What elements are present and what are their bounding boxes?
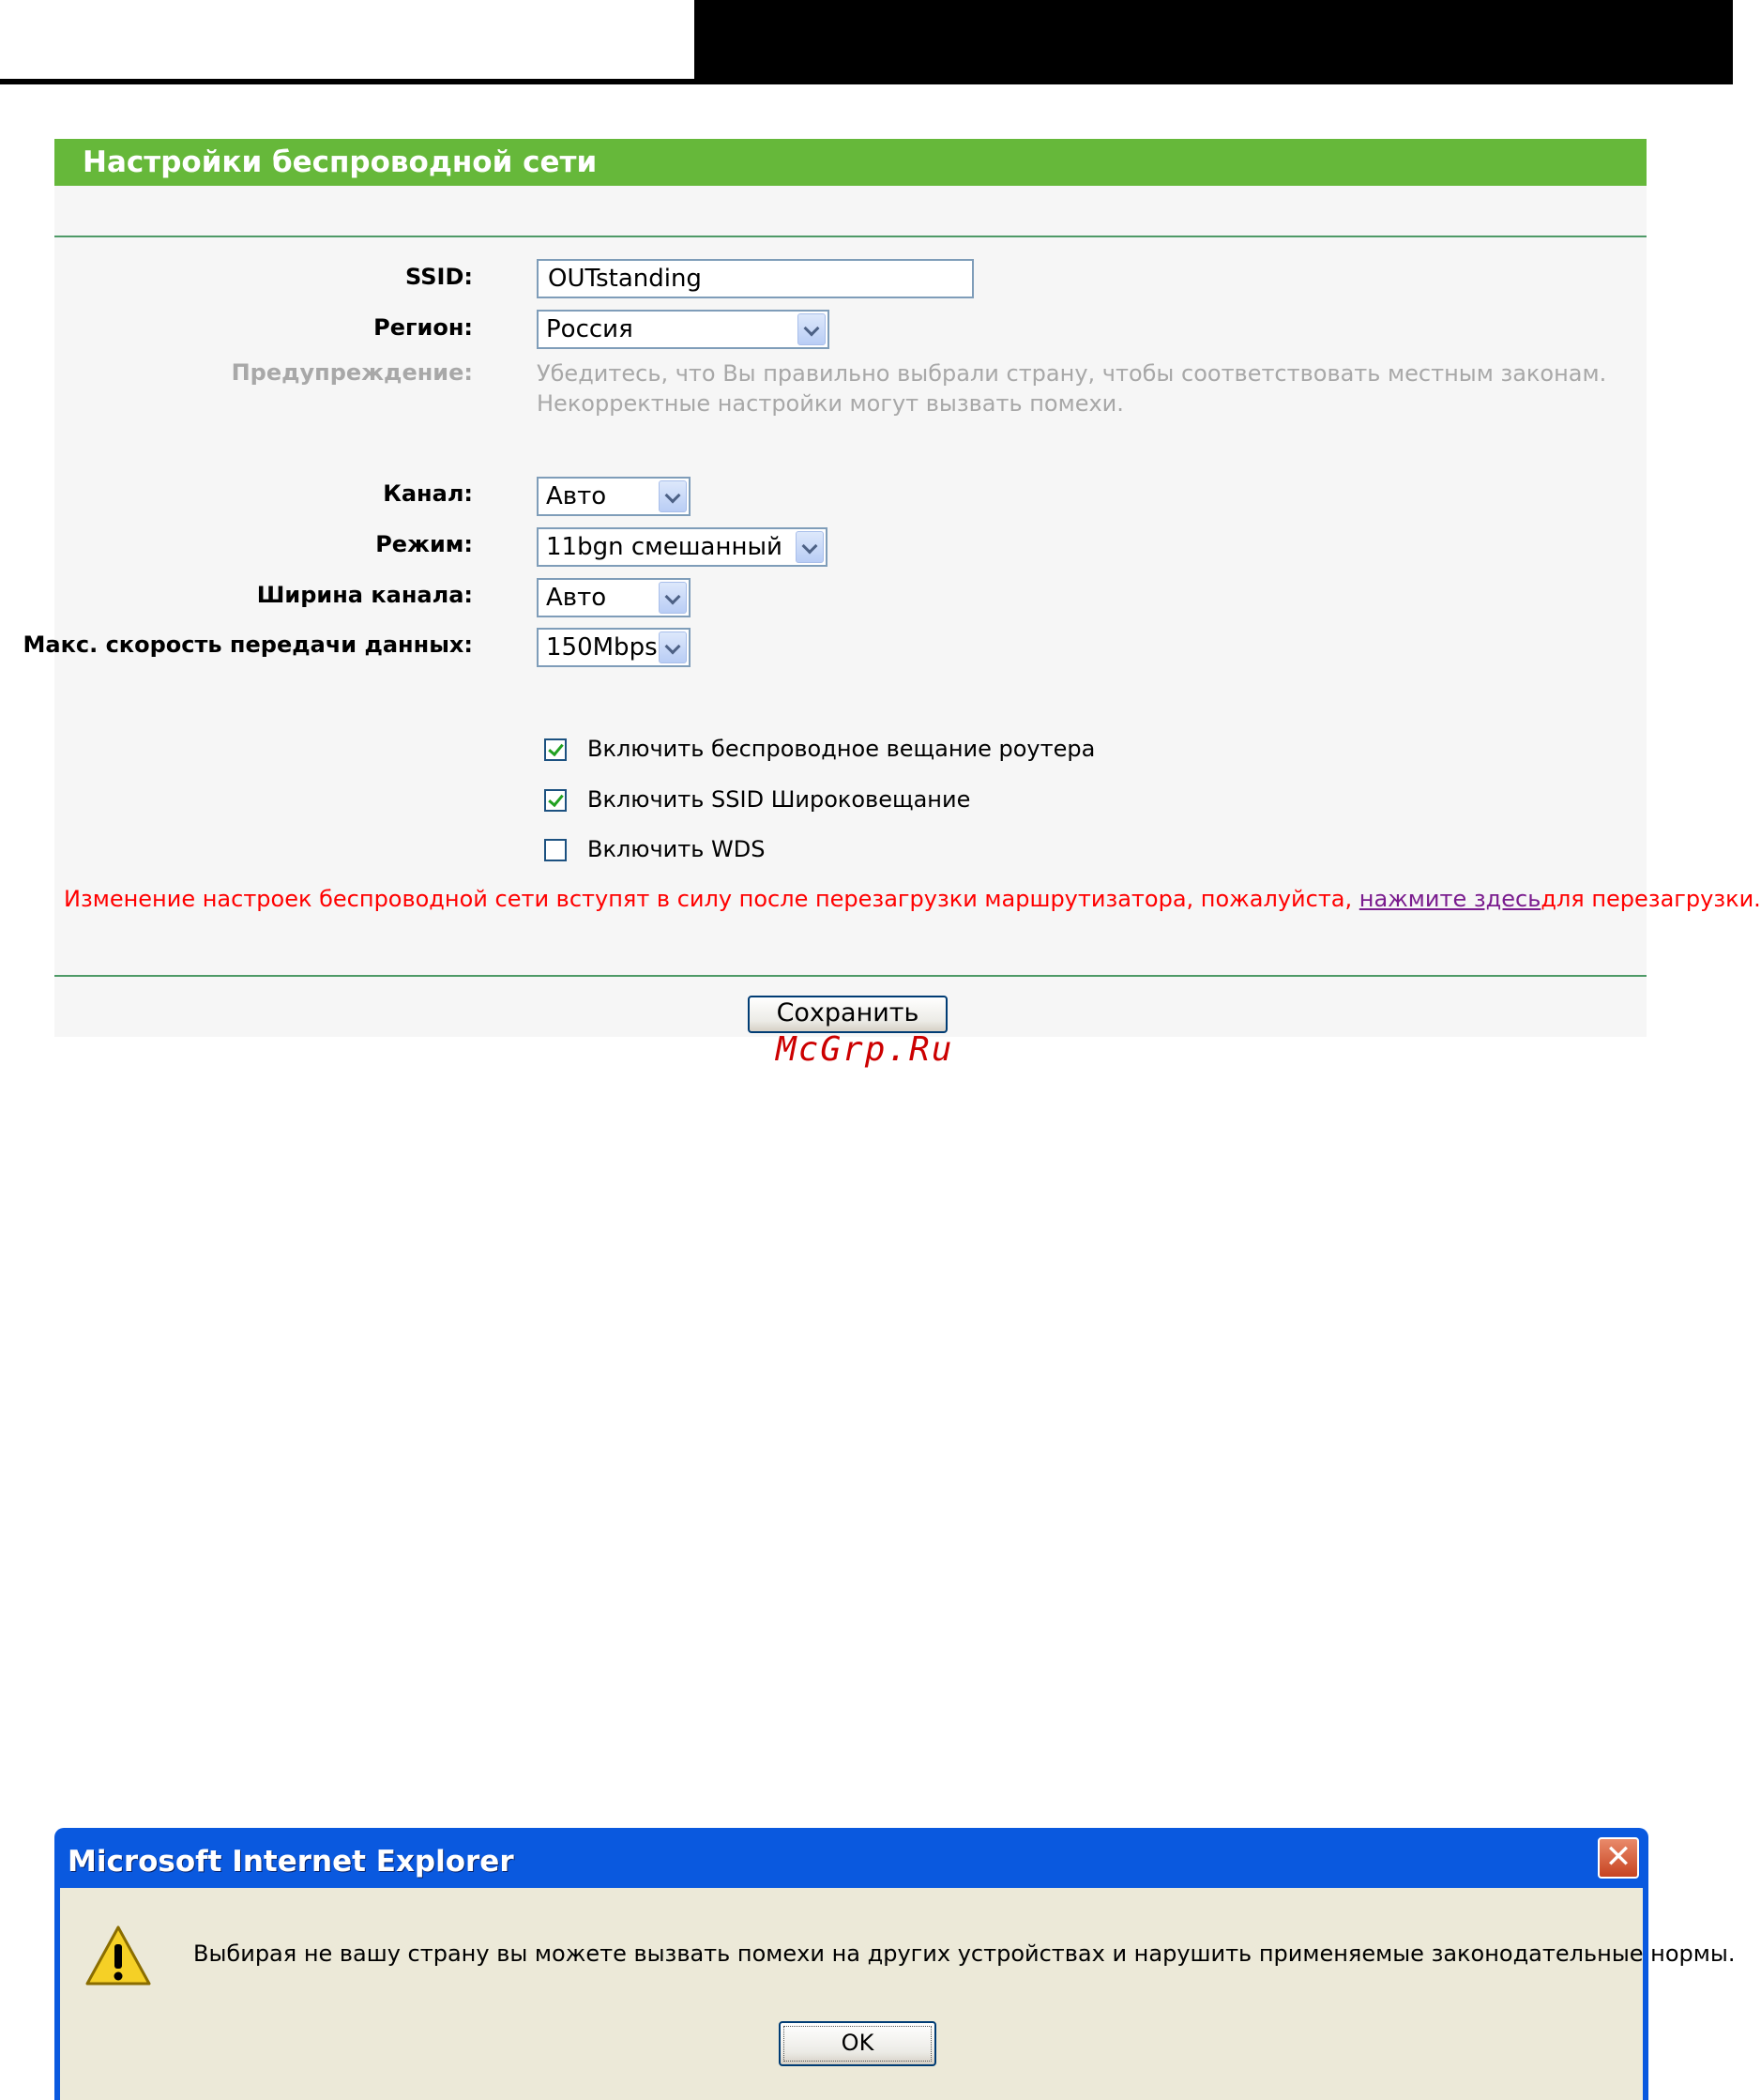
chevron-down-icon[interactable] <box>659 582 687 614</box>
max-rate-select-value: 150Mbps <box>546 633 658 662</box>
enable-ssid-broadcast-label[interactable]: Включить SSID Широковещание <box>587 786 971 813</box>
reboot-link[interactable]: нажмите здесь <box>1359 886 1541 912</box>
header-rule <box>0 79 1733 84</box>
channel-width-select-value: Авто <box>546 584 607 612</box>
chevron-down-icon[interactable] <box>796 531 824 563</box>
max-rate-select[interactable] <box>537 628 691 667</box>
warning-icon <box>84 1924 152 1989</box>
dialog-message: Выбирая не вашу страну вы можете вызвать помехи на других устройствах и нарушить применяемые законодательные нормы. <box>193 1940 1736 1967</box>
ie-alert-dialog <box>54 1828 1736 2100</box>
panel-title: Настройки беспроводной сети <box>54 139 1647 186</box>
reboot-notice <box>64 886 1761 912</box>
reboot-notice-text: Изменение настроек беспроводной сети вступят в силу после перезагрузки маршрутизатора, пожалуйста, <box>64 886 1359 912</box>
warning-text <box>537 358 1606 418</box>
chevron-down-icon[interactable] <box>659 480 687 512</box>
mode-select-value: 11bgn смешанный <box>546 533 782 561</box>
channel-width-select[interactable] <box>537 578 691 617</box>
region-select[interactable] <box>537 310 829 349</box>
watermark: McGrp.Ru <box>776 1030 954 1069</box>
save-button[interactable]: Сохранить <box>748 996 948 1033</box>
divider-top <box>54 236 1647 237</box>
header-black-bar <box>694 0 1733 83</box>
mode-select[interactable] <box>537 527 827 567</box>
chevron-down-icon[interactable] <box>797 313 826 345</box>
enable-wds-label[interactable]: Включить WDS <box>587 836 766 862</box>
dialog-body <box>60 1888 1736 2100</box>
dialog-title: Microsoft Internet Explorer <box>68 1845 514 1879</box>
warning-line-1: Убедитесь, что Вы правильно выбрали страну, чтобы соответствовать местным законам. <box>537 360 1607 387</box>
ssid-label: SSID: <box>405 264 473 290</box>
divider-bottom <box>54 975 1647 977</box>
enable-wds-checkbox[interactable] <box>544 839 567 861</box>
ok-button[interactable]: OK <box>779 2021 936 2066</box>
channel-select[interactable] <box>537 477 691 516</box>
chevron-down-icon[interactable] <box>659 632 687 663</box>
channel-select-value: Авто <box>546 482 607 510</box>
max-rate-label: Макс. скорость передачи данных: <box>23 632 473 658</box>
ssid-input[interactable]: OUTstanding <box>537 259 974 298</box>
region-label: Регион: <box>373 314 473 341</box>
region-select-value: Россия <box>546 315 633 343</box>
mode-label: Режим: <box>375 531 473 557</box>
close-icon[interactable]: ✕ <box>1598 1837 1639 1879</box>
warning-label: Предупреждение: <box>231 359 473 386</box>
enable-wireless-radio-label[interactable]: Включить беспроводное вещание роутера <box>587 736 1096 762</box>
reboot-notice-tail: для перезагрузки. <box>1541 886 1761 912</box>
channel-width-label: Ширина канала: <box>256 582 473 608</box>
channel-label: Канал: <box>383 480 473 507</box>
enable-wireless-radio-checkbox[interactable] <box>544 738 567 761</box>
enable-ssid-broadcast-checkbox[interactable] <box>544 789 567 812</box>
warning-line-2: Некорректные настройки могут вызвать помехи. <box>537 390 1124 417</box>
